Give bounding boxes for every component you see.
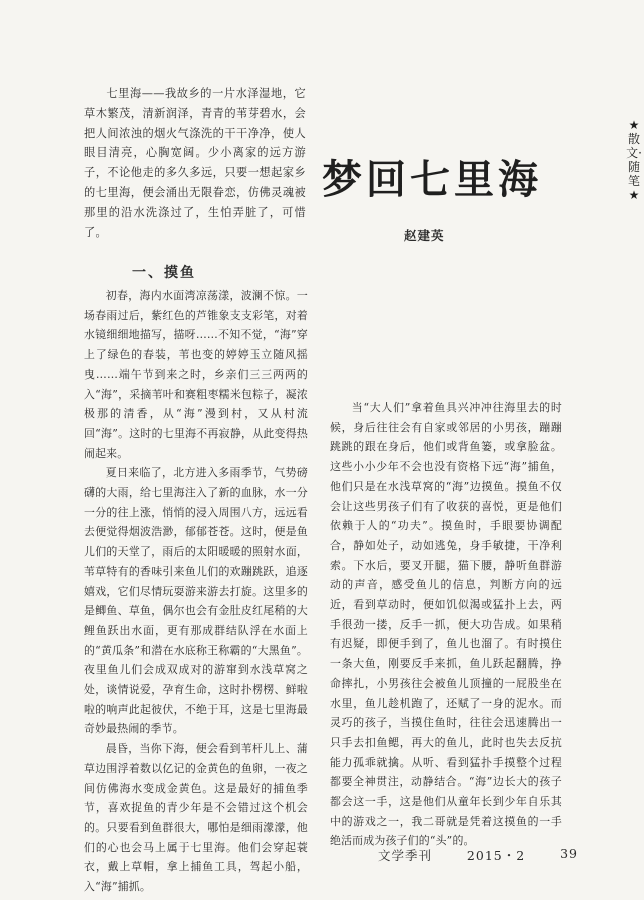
issue-number: 2015・2 xyxy=(466,848,526,863)
section-heading: 一、摸鱼 xyxy=(132,265,196,281)
page-footer xyxy=(378,846,578,864)
body-paragraph: 初春，海内水面湾凉荡漾，波澜不惊。一场春雨过后，紫红色的芦锥象支支彩笔，对着水镜细细地描写，描呀……不知不觉，“海”穿上了绿色的春装，苇也变的婷婷玉立随风摇曳……端午节到来之时，乡亲们三三两两的入“海”，采摘苇叶和赛粗枣糯米包粽子，凝浓极那的清香，从“海”漫到村，又从村流回“海”。这时的七里海不再寂静，从此变得热闹起来。 xyxy=(84,289,308,460)
intro-paragraph: 七里海——我故乡的一片水泽湿地，它草木繁茂，清新润泽，青青的苇芽碧水，会把人间浓浊的烟火气涤洗的干干净净，使人眼目清亮，心胸宽阔。少小离家的远方游子，不论他走的多久多远，只要一想起家乡的七里海，便会涌出无限眷恋，仿佛灵魂被那里的沿水洗涤过了，生怕弄脏了，可惜了。 xyxy=(84,87,306,239)
body-paragraph: 晨昏，当你下海，便会看到苇杆儿上、蒲草边围浮着数以亿记的金黄色的鱼卵，一夜之间仿佛海水变成金黄色。这是最好的捕鱼季节，喜欢捉鱼的青少年是不会错过这个机会的。只要看到鱼群很大，哪怕是细雨濛濛，他们的心也会马上属于七里海。他们会穿起蓑衣，戴上草帽，拿上捕鱼工具，驾起小船，入“海”捕抓。 xyxy=(84,742,308,894)
author-name: 赵建英 xyxy=(404,228,445,243)
right-text-column xyxy=(330,398,562,851)
journal-name: 文学季刊 xyxy=(378,848,433,863)
column-category-tag: ★散文·随笔★ xyxy=(626,118,642,202)
left-text-column xyxy=(84,286,308,897)
body-paragraph: 当“大人们”拿着鱼具兴冲冲往海里去的时候，身后往往会有自家或邻居的小男孩，蹦蹦跳跳的跟在身后，他们或背鱼篓，或拿脸盆。这些小小少年不会也没有资格下远“海”捕鱼，他们只是在水浅草窝的“海”边摸鱼。摸鱼不仅会让这些男孩子们有了收获的喜悦，更是他们依赖于人的“功夫”。摸鱼时，手眼要协调配合，静如处子，动如逃兔，身手敏捷，干净利索。下水后，要叉开腿，猫下腰，静听鱼群游动的声音，感受鱼儿的信息，判断方向的远近，看到草动时，便如饥似渴或猛扑上去，两手很劲一搂，反手一抓，便大功告成。如果稍有迟疑，即便手到了，鱼儿也溜了。有时摸住一条大鱼，刚要反手来抓，鱼儿跃起翻腾，挣命摔扎，小男孩往会被鱼儿顶撞的一屁股坐在水里，鱼儿趁机跑了，还赋了一身的泥水。而灵巧的孩子，当摸住鱼时，往往会迅速腾出一只手去扣鱼鳃，再大的鱼儿，此时也失去反抗能力孤乖就擒。从听、看到猛扑手摸整个过程都要全神贯注，动静结合。“海”边长大的孩子都会这一手，这是他们从童年长到少年自乐其中的游戏之一，我二哥就是凭着这摸鱼的一手绝活而成为孩子们的“头”的。 xyxy=(330,401,562,848)
body-paragraph: 夏日来临了，北方进入多雨季节，气势磅礴的大雨，给七里海注入了新的血脉，水一分一分的往上涨，悄悄的浸入周围八方，远远看去便觉得烟波浩渺，郁郁苍苍。这时，便是鱼儿们的天堂了，雨后的太阳暖暖的照射水面，苇草特有的香味引来鱼儿们的欢蹦跳跃，追逐嬉戏，它们尽情玩耍游来游去打旋。这里多的是鲫鱼、草鱼，偶尔也会有金肚皮红尾稍的大鲤鱼跃出水面，更有那成群结队浮在水面上的“黄瓜条”和潜在水底称王称霸的“大黑鱼”。夜里鱼儿们会成双成对的游窜到水浅草窝之处，谈情说爱，孕育生命，这时扑楞楞、鲜啦啦的响声此起彼伏，不绝于耳，这是七里海最奇妙最热闹的季节。 xyxy=(84,466,308,736)
page-number: 39 xyxy=(560,846,578,861)
article-title: 梦回七里海 xyxy=(322,157,542,203)
